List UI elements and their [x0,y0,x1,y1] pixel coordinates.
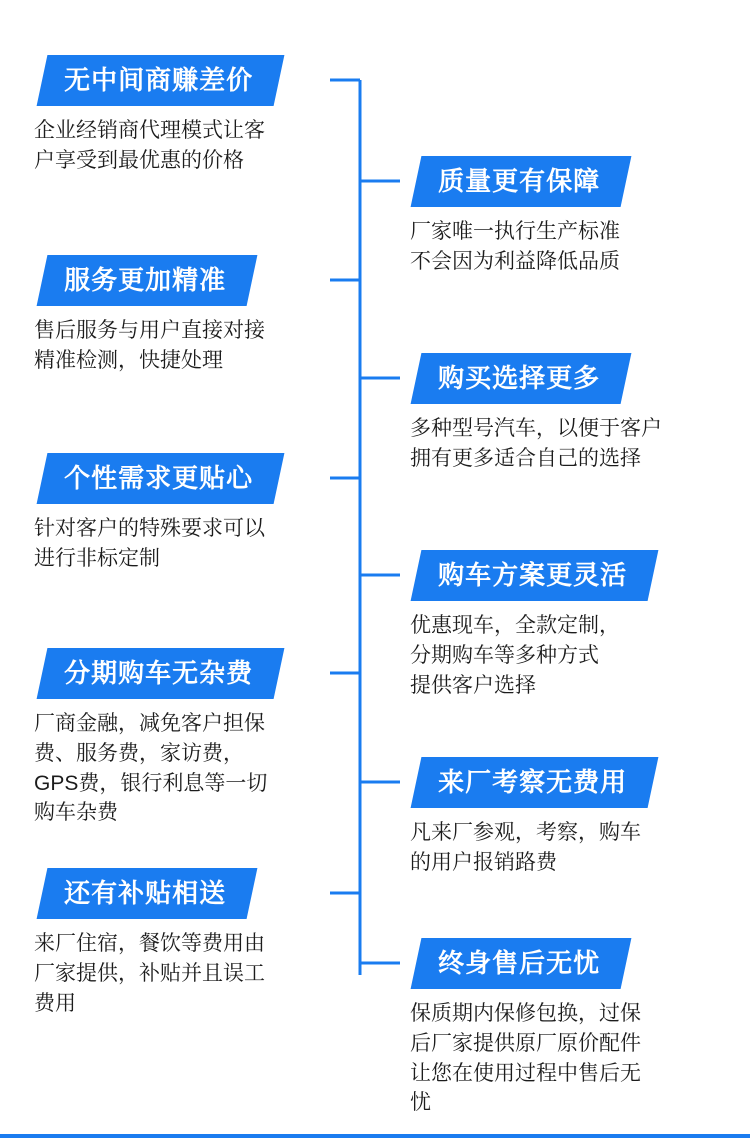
advantage-title: 分期购车无杂费 [64,658,254,688]
advantage-title: 还有补贴相送 [64,878,227,908]
advantage-title-banner [411,938,632,989]
advantage-right-4 [398,757,734,878]
advantage-body: 优惠现车，全款定制， 分期购车等多种方式 提供客户选择 [410,614,620,697]
advantage-title: 质量更有保障 [438,166,601,196]
advantage-title-banner [37,868,258,919]
advantage-body: 来厂住宿，餐饮等费用由 厂家提供，补贴并且误工 费用 [34,932,265,1015]
advantage-title-banner [37,255,258,306]
advantage-left-1 [28,55,348,176]
advantage-title-banner [411,757,659,808]
advantage-body: 针对客户的特殊要求可以 进行非标定制 [34,517,265,570]
advantage-title-banner [37,453,285,504]
advantage-body: 厂商金融，减免客户担保 费、服务费，家访费， GPS费，银行利息等一切 购车杂费 [34,712,268,825]
advantage-title-banner [411,156,632,207]
advantage-right-5 [398,938,734,1118]
advantage-title: 购车方案更灵活 [438,560,628,590]
advantage-right-2 [398,353,734,474]
advantage-title: 购买选择更多 [438,363,601,393]
bottom-divider [0,1134,750,1138]
advantage-title-banner [411,550,659,601]
advantage-right-1 [398,156,734,277]
advantage-left-3 [28,453,348,574]
advantage-title: 来厂考察无费用 [438,767,628,797]
advantage-title: 终身售后无忧 [438,948,601,978]
advantage-body: 保质期内保修包换，过保 后厂家提供原厂原价配件 让您在使用过程中售后无 忧 [410,1002,641,1115]
advantage-title-banner [37,55,285,106]
advantage-title: 个性需求更贴心 [64,463,254,493]
advantage-body: 厂家唯一执行生产标准 不会因为利益降低品质 [410,220,620,273]
advantage-left-4 [28,648,348,828]
advantage-title: 服务更加精准 [64,265,227,295]
advantage-body: 售后服务与用户直接对接 精准检测，快捷处理 [34,319,265,372]
advantage-body: 企业经销商代理模式让客 户享受到最优惠的价格 [34,119,265,172]
advantage-left-5 [28,868,348,1018]
advantage-left-2 [28,255,348,376]
advantage-title-banner [37,648,285,699]
advantage-body: 凡来厂参观，考察，购车 的用户报销路费 [410,821,641,874]
advantage-right-3 [398,550,734,700]
advantage-title-banner [411,353,632,404]
advantage-title: 无中间商赚差价 [64,65,254,95]
advantage-body: 多种型号汽车，以便于客户 拥有更多适合自己的选择 [410,417,662,470]
